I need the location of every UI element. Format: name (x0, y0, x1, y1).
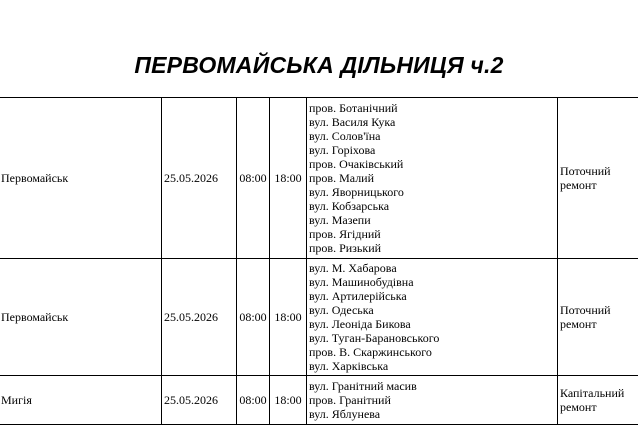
street-item: вул. Гранітний масив (309, 379, 417, 393)
streets-cell (307, 98, 558, 259)
street-item: вул. Леоніда Бикова (309, 317, 411, 331)
street-item: вул. Яворницького (309, 185, 404, 199)
street-item: вул. Артилерійська (309, 289, 407, 303)
place-cell: Первомайськ (0, 259, 162, 376)
street-item: пров. Ботанічний (309, 101, 398, 115)
page-title: ПЕРВОМАЙСЬКА ДІЛЬНИЦЯ ч.2 (134, 52, 504, 78)
street-item: пров. В. Скаржинського (309, 345, 432, 359)
street-item: пров. Малий (309, 171, 375, 185)
street-item: вул. Мазепи (309, 213, 371, 227)
street-item: вул. Яблунева (309, 407, 381, 421)
street-item: пров. Ризький (309, 241, 382, 255)
place-cell: Мигія (0, 376, 162, 425)
street-item: вул. Машинобудівна (309, 275, 414, 289)
street-item: вул. Одеська (309, 303, 374, 317)
street-item: вул. Кобзарська (309, 199, 390, 213)
start-time-cell: 08:00 (237, 259, 270, 376)
street-item: вул. Туган-Барановського (309, 331, 440, 345)
street-item: вул. Харківська (309, 359, 389, 373)
street-item: пров. Гранітний (309, 393, 391, 407)
street-item: пров. Ягідний (309, 227, 381, 241)
streets-cell (307, 376, 558, 425)
table-row (0, 376, 638, 425)
street-item: пров. Очаківський (309, 157, 404, 171)
work-type-cell: Капітальний ремонт (558, 376, 638, 425)
street-item: вул. Горіхова (309, 143, 376, 157)
date-cell: 25.05.2026 (162, 98, 237, 259)
work-type-cell: Поточний ремонт (558, 98, 638, 259)
table-row (0, 98, 638, 259)
end-time-cell: 18:00 (270, 98, 307, 259)
end-time-cell: 18:00 (270, 376, 307, 425)
date-cell: 25.05.2026 (162, 259, 237, 376)
start-time-cell: 08:00 (237, 376, 270, 425)
date-cell: 25.05.2026 (162, 376, 237, 425)
streets-cell (307, 259, 558, 376)
start-time-cell: 08:00 (237, 98, 270, 259)
table-row (0, 259, 638, 376)
schedule-table (0, 97, 638, 425)
work-type-cell: Поточний ремонт (558, 259, 638, 376)
street-item: вул. Солов'їна (309, 129, 381, 143)
street-item: вул. М. Хабарова (309, 261, 397, 275)
end-time-cell: 18:00 (270, 259, 307, 376)
place-cell: Первомайськ (0, 98, 162, 259)
street-item: вул. Василя Кука (309, 115, 396, 129)
